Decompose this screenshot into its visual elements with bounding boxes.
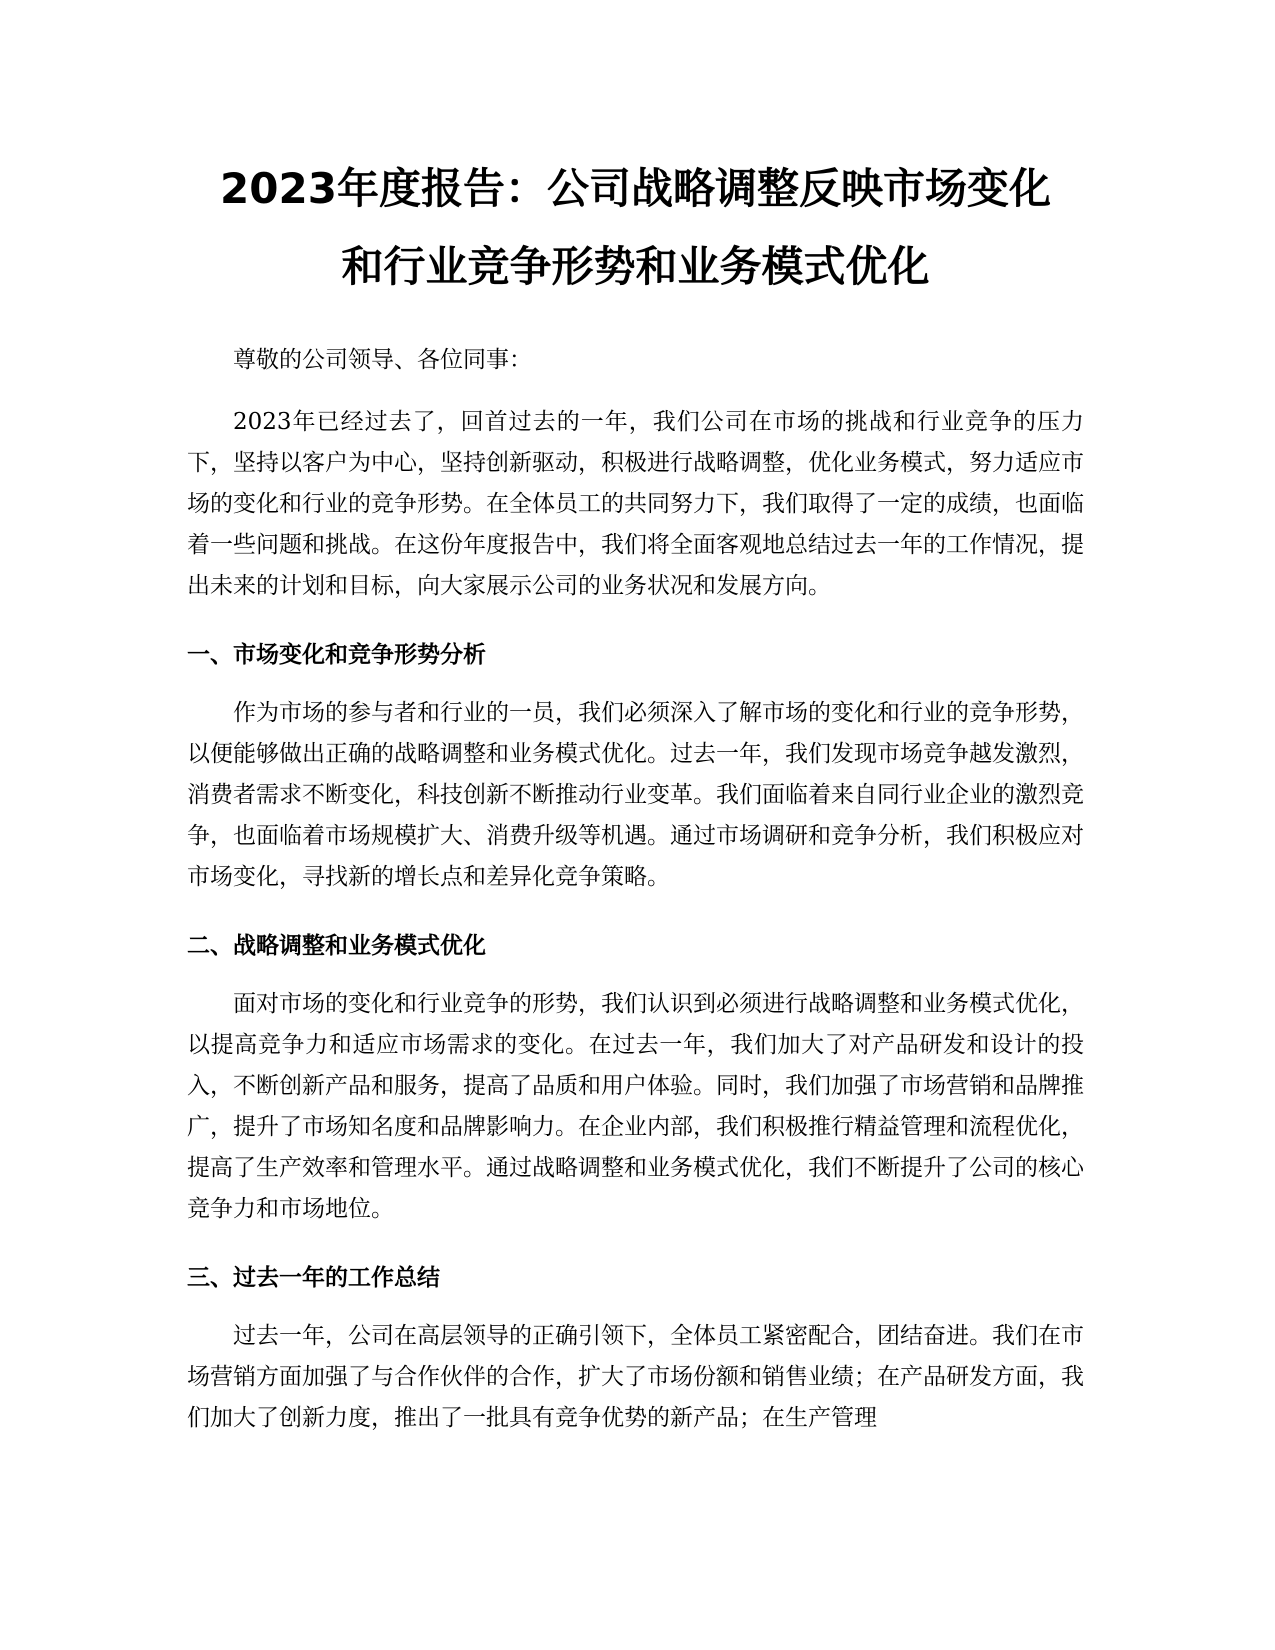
document-title bbox=[187, 150, 1084, 306]
section-body-market-analysis: 作为市场的参与者和行业的一员，我们必须深入了解市场的变化和行业的竞争形势，以便能够做出正确的战略调整和业务模式优化。过去一年，我们发现市场竞争越发激烈，消费者需求不断变化，科技创新不断推动行业变革。我们面临着来自同行业企业的激烈竞争，也面临着市场规模扩大、消费升级等机遇。通过市场调研和竞争分析，我们积极应对市场变化，寻找新的增长点和差异化竞争策略。 bbox=[187, 700, 1084, 890]
section-body-work-summary: 过去一年，公司在高层领导的正确引领下，全体员工紧密配合，团结奋进。我们在市场营销方面加强了与合作伙伴的合作，扩大了市场份额和销售业绩；在产品研发方面，我们加大了创新力度，推出了一批具有竞争优势的新产品；在生产管理 bbox=[187, 1323, 1084, 1431]
intro-paragraph: 2023年已经过去了，回首过去的一年，我们公司在市场的挑战和行业竞争的压力下，坚持以客户为中心，坚持创新驱动，积极进行战略调整，优化业务模式，努力适应市场的变化和行业的竞争形势。在全体员工的共同努力下，我们取得了一定的成绩，也面临着一些问题和挑战。在这份年度报告中，我们将全面客观地总结过去一年的工作情况，提出未来的计划和目标，向大家展示公司的业务状况和发展方向。 bbox=[187, 409, 1084, 599]
title-line-1: 2023年度报告：公司战略调整反映市场变化 bbox=[220, 164, 1051, 213]
section-heading-work-summary: 三、过去一年的工作总结 bbox=[187, 1265, 440, 1291]
salutation: 尊敬的公司领导、各位同事： bbox=[233, 347, 532, 373]
title-line-2: 和行业竞争形势和业务模式优化 bbox=[341, 242, 930, 291]
section-heading-strategy: 二、战略调整和业务模式优化 bbox=[187, 933, 486, 959]
section-body-strategy: 面对市场的变化和行业竞争的形势，我们认识到必须进行战略调整和业务模式优化，以提高竞争力和适应市场需求的变化。在过去一年，我们加大了对产品研发和设计的投入，不断创新产品和服务，提高了品质和用户体验。同时，我们加强了市场营销和品牌推广，提升了市场知名度和品牌影响力。在企业内部，我们积极推行精益管理和流程优化，提高了生产效率和管理水平。通过战略调整和业务模式优化，我们不断提升了公司的核心竞争力和市场地位。 bbox=[187, 991, 1084, 1222]
section-heading-market-analysis: 一、市场变化和竞争形势分析 bbox=[187, 642, 486, 668]
